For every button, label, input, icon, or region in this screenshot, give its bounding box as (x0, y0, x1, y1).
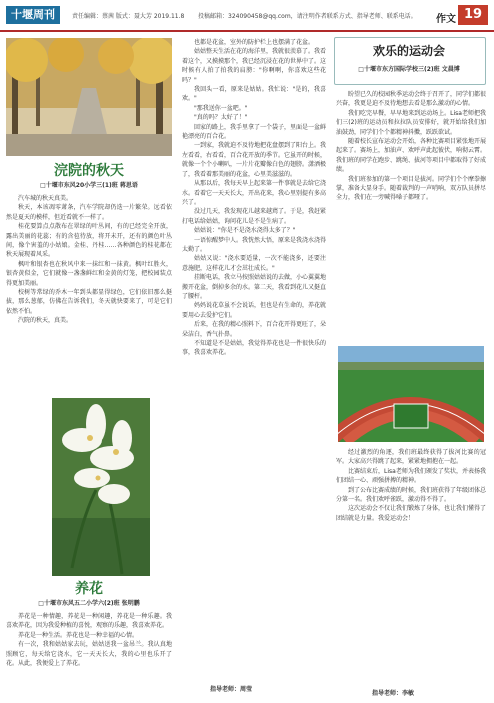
paragraph: 姑姑又说："浇水要适量，一次不能浇多，还要注意施肥，这样花儿才会茁壮成长。" (182, 255, 326, 272)
paragraph: 姑姑整天生活在花的海洋里，我就很羡慕了。我看着这个，又摸摸那个，我已经沉浸在花的世界中了。这时候有人拍了拍我的肩膀："你啊啊，你喜欢这些花吗？" (182, 48, 326, 84)
sports-field-photo (338, 346, 484, 442)
article-title-autumn: 浣院的秋天 (54, 163, 124, 179)
paragraph: 这次运动会不仅让我们锻炼了身体，也让我们懂得了团结就是力量。我爱运动会！ (336, 505, 486, 522)
tutor-credit-sports: 指导老师：李敏 (372, 690, 415, 697)
article-byline-sports: □十堰市东方国际学校三(2)班 文晨博 (358, 66, 460, 73)
paragraph: 回家的路上，我手里拿了一个袋子，里面是一盆鲜艳漂亮的百合花。 (182, 123, 326, 141)
autumn-campus-photo (6, 38, 172, 156)
article-title-flowers: 养花 (75, 581, 103, 597)
paragraph: 养花是一种情趣，养花是一种闲趣，养花是一种乐趣。我喜欢养花，因为我爱种植的喜悦，观察的乐趣，我喜欢养花。 (6, 613, 172, 630)
paragraph: 枫叶和银杏也在秋风中来一抹红和一抹黄。枫叶红胜火，银杏黄似金，它们就像一盏盏鲜红和金黄的灯笼，把校园装点得更加美丽。 (6, 260, 172, 287)
paragraph: 养花是一种生活。养花也是一种幸福的心情。 (18, 631, 139, 639)
article-body-sports-top (336, 90, 486, 338)
paragraph: "那我送你一盆吧。" (194, 104, 248, 112)
article-body-sports-bottom (336, 448, 486, 678)
paragraph: 不知道是不是姑姑，我觉得养花也是一件很快乐的事，我喜欢养花。 (182, 340, 326, 357)
paragraph: 也都是花盆，室外的防护栏上也摆满了花盆。 (194, 39, 315, 46)
editor-credits: 责任编辑：蔡茜 版式：聂大芳 2019.11.8 (72, 13, 185, 20)
paragraph: 没过几天，我发现花儿越来越蔫了。于是，我赶紧打电话给姑姑，询问花儿是不是生病了。 (182, 208, 326, 225)
paragraph: 盼望已久的校园秋季运动会终于召开了，同学们都很兴奋，我更是迫不及待地想去看是那么激动的心情。 (336, 91, 486, 108)
page-number: 19 (458, 5, 488, 25)
article-body-autumn (6, 194, 172, 384)
paragraph: 后来，在我的精心照料下，百合花开得更旺了，朵朵洁白，香气扑鼻。 (182, 321, 326, 338)
contact-info: 投稿邮箱：324090458@qq.com，请注明作者联系方式、指导老师、联系电话。 (198, 13, 417, 20)
paragraph: 桂花要算点点散布在翠绿的叶丛间，有的已经完全开放，露出美丽的花蕊；有的含苞待放，将开未开，还有的颜色叶丛间，像个害羞的小姑娘。金桂、丹桂……各种颜色的桂花都在秋天展现着风采。 (6, 223, 172, 259)
paragraph: 挂断电话，我立马按照姑姑说的去做，小心翼翼地搬开花盆，倒掉多余的水。第二天，我看到花儿又挺直了腰杆。 (182, 274, 326, 300)
tutor-credit-flowers: 指导老师：周莹 (210, 686, 253, 693)
paragraph: 汽车城的秋天真美。 (18, 195, 73, 202)
paragraph: 我们吃完早餐，早早地来到运动场上。Lisa老师把我们三(2)班的运动员和拉拉队员安排好，就开始给我们加油鼓劲，同学们个个都精神抖擞，跃跃欲试。 (336, 109, 486, 136)
paragraph: 从那以后，我每天早上起来第一件事就是去给它浇水。看着它一天天长大，开出花来，我心里别提有多高兴了。 (182, 180, 326, 206)
paragraph: 汽院的秋天，真美。 (18, 317, 73, 325)
masthead: 十堰周刊 (6, 6, 60, 24)
paragraph: 妈妈说花草虽不会说话，但也是有生命的，养花就要用心去爱护它们。 (182, 302, 326, 319)
paragraph: 有一次，我和姑姑家去玩，姑姑送我一盆吊兰。我认真地照顾它，每天给它浇水，它一天天长大，我的心里也乐开了花。从此，我便爱上了养花。 (6, 641, 172, 668)
paragraph: 比赛结束后，Lisa老师为我们颁发了奖状，并表扬我们团结一心、顽强拼搏的精神。 (336, 467, 486, 485)
paragraph: 到了公布比赛成绩的时候，我们班获得了年级团体总分第一名。我们欢呼雀跃，激动得不得了。 (336, 486, 486, 504)
article-body-flowers (6, 612, 172, 700)
lily-flower-photo (52, 398, 150, 576)
article-byline-flowers: □十堰市东风五二小学六(2)班 张明鹏 (38, 600, 140, 607)
article-body-flowers-continued (182, 38, 326, 678)
paragraph: 一到家，我就迫不及待地把花盘摆到了阳台上。我左看看，右看看，百合花开放的季节。它虽开的时候，就像一个个小喇叭，一片片花瓣像白色的翅膀。潇洒极了，我看着那美丽的花盆，心里美滋滋的。 (182, 142, 326, 178)
page-header (0, 0, 494, 32)
paragraph: 姑姑说："你是不是浇水浇得太多了？" (194, 227, 296, 235)
paragraph: 一语惊醒梦中人。我恍然大悟，原来是我浇水浇得太勤了。 (182, 236, 326, 253)
paragraph: 我回头一看，原来是姑姑。我忙说："是的，我喜欢。" (182, 86, 326, 103)
paragraph: "真的吗？太好了！" (194, 114, 248, 122)
section-label: 作文 (436, 14, 456, 25)
paragraph: 我们班参加的第一个项目是拔河。同学们个个摩拳擦掌，准备大显身手。随着裁判的一声哨响，双方队员拼尽全力，我们在一旁喊得嗓子都哑了。 (336, 175, 486, 202)
article-title-sports: 欢乐的运动会 (372, 44, 445, 58)
paragraph: 校树等常绿的乔木一年到头都显得绿色，它们依旧那么挺拔，那么葱郁，仿佛在告诉我们，冬天就快要来了，可是它们依然不怕。 (6, 289, 172, 315)
article-byline-autumn: □十堰市东风20小学三(1)班 蒋思语 (40, 182, 138, 189)
paragraph: 经过激烈的角逐，我们班最终获得了拔河比赛的冠军。大家高兴得跳了起来，紧紧地拥抱在一起。 (336, 449, 486, 466)
paragraph: 随着校长宣布运动会开始，各种比赛项目紧张地开展起来了。赛场上，加油声、欢呼声此起彼伏，响彻云霄。我们班的同学在跑步、跳绳、拔河等项目中都取得了好成绩。 (336, 138, 486, 174)
paragraph: 秋天，本该凋零萧条，汽车学院却仍迭一片繁荣。远看依然是夏天的模样，但近看就不一样了。 (6, 204, 172, 221)
